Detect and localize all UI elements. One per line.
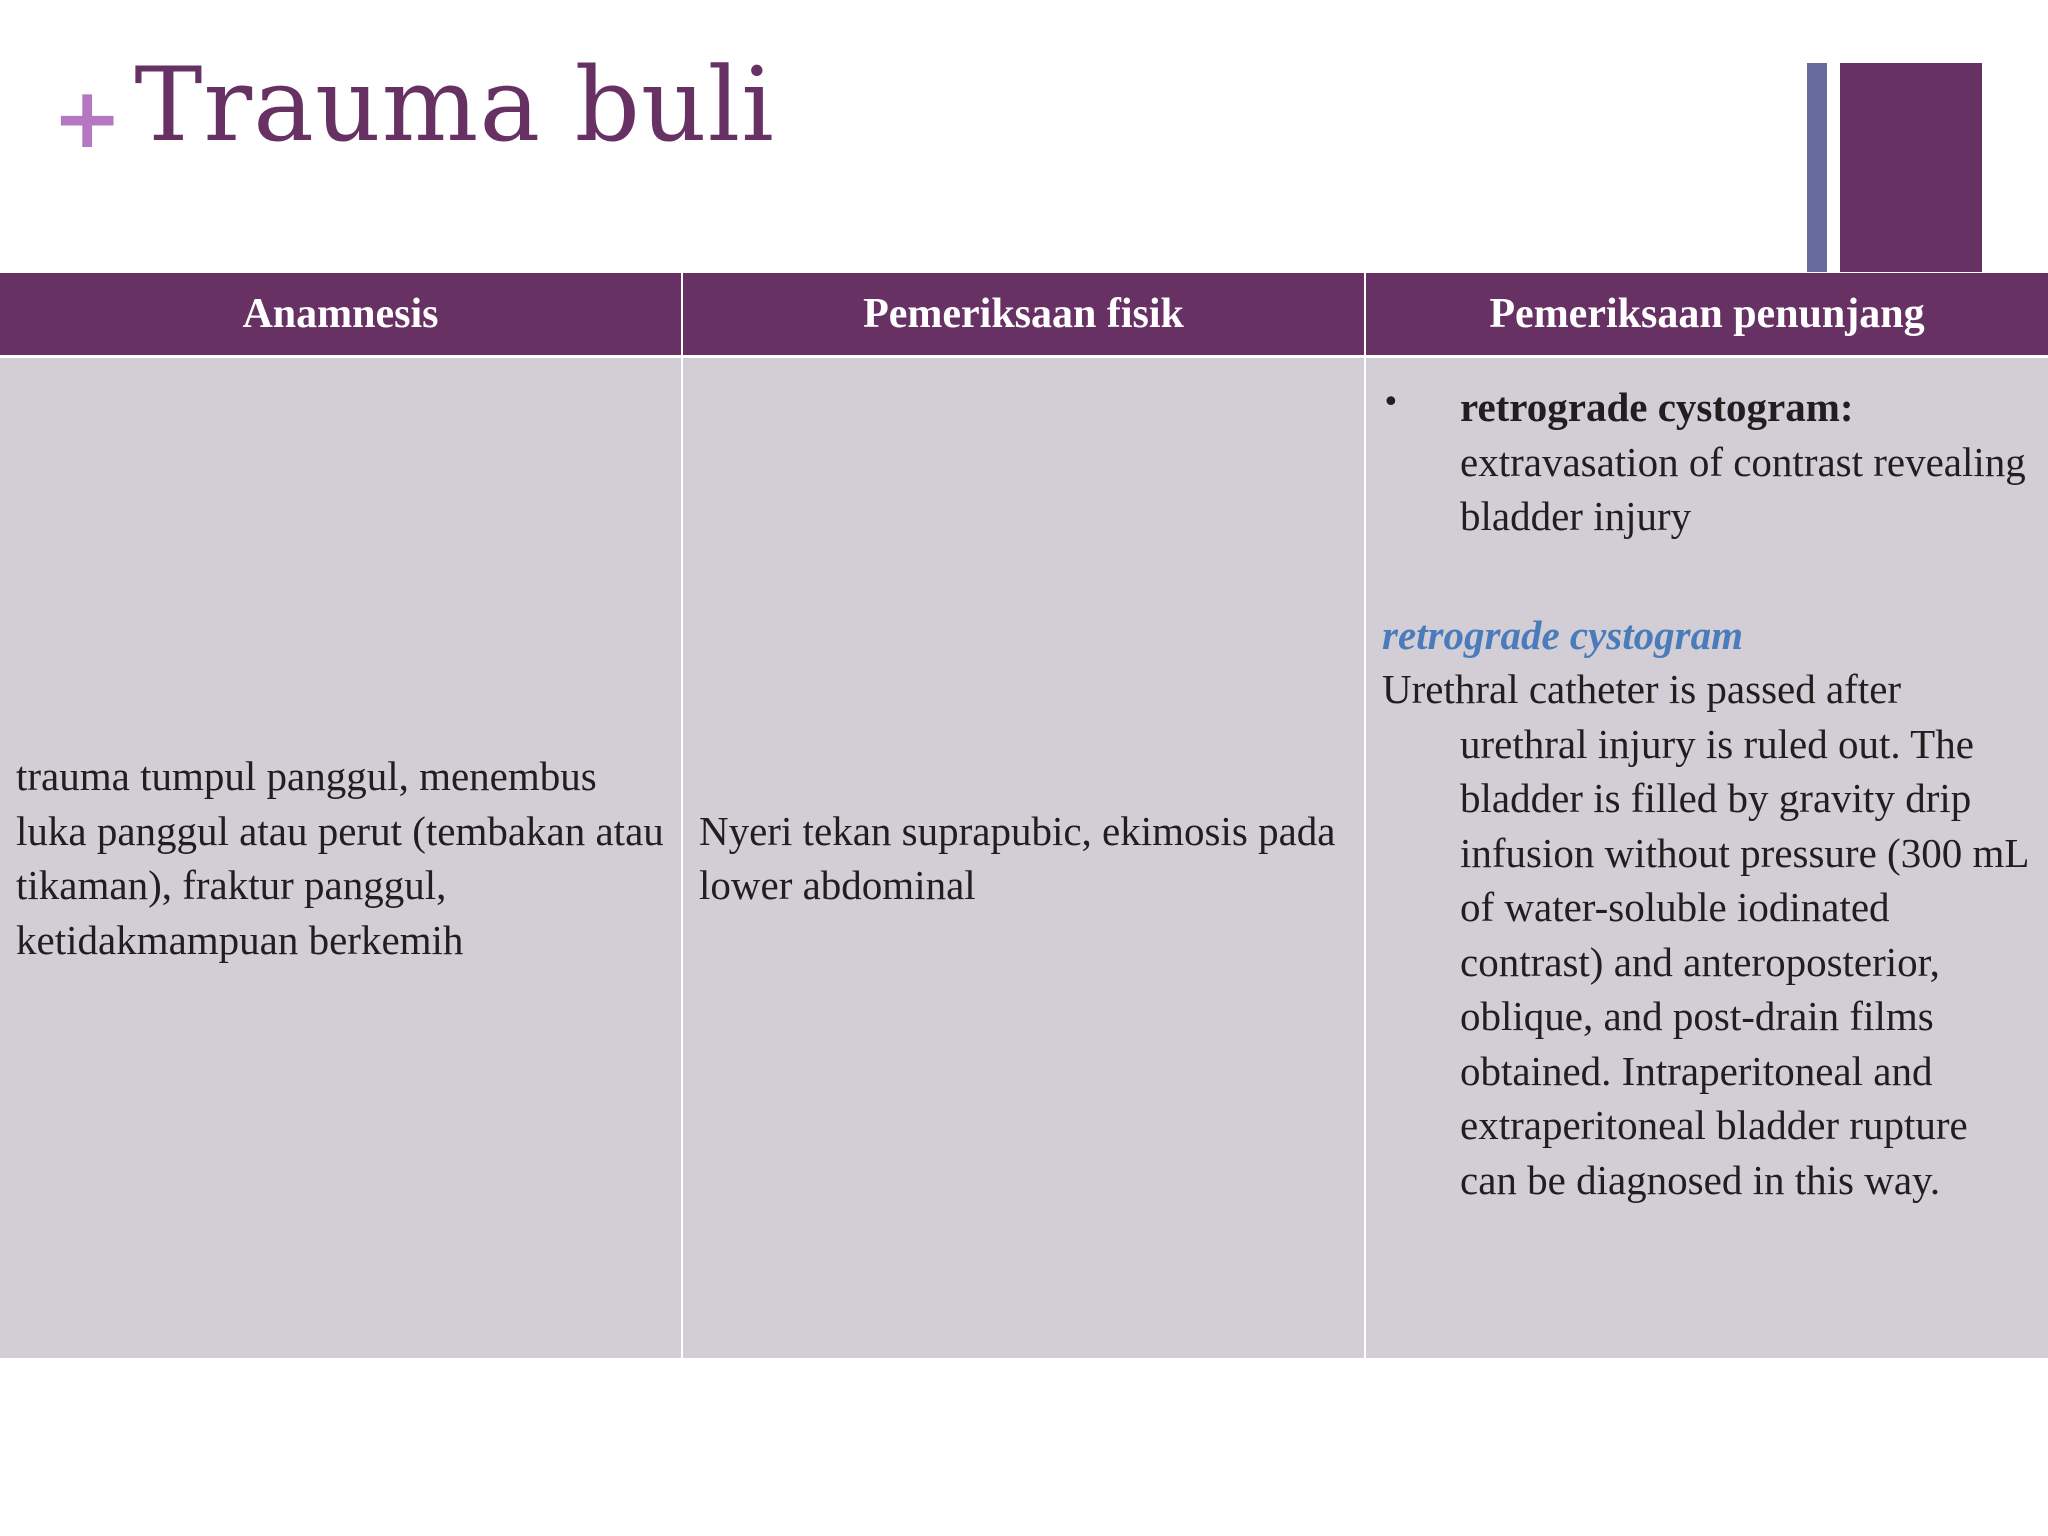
decorative-bar-thin	[1807, 63, 1827, 272]
list-item	[1382, 380, 2028, 544]
header-pemeriksaan-fisik: Pemeriksaan fisik	[682, 273, 1365, 357]
slide-title-area	[52, 40, 775, 180]
sub-heading: retrograde cystogram	[1382, 611, 1743, 658]
bullet-icon: •	[1382, 385, 1400, 420]
table-row	[0, 357, 2048, 1359]
header-pemeriksaan-penunjang: Pemeriksaan penunjang	[1365, 273, 2048, 357]
header-anamnesis: Anamnesis	[0, 273, 682, 357]
plus-icon: +	[52, 69, 123, 167]
table-header-row	[0, 273, 2048, 357]
decorative-bar-block	[1840, 63, 1982, 272]
cell-anamnesis: trauma tumpul panggul, menembus luka panggul atau perut (tembakan atau tikaman), fraktur panggul, ketidakmampuan berkemih	[0, 357, 682, 1359]
bullet-text: extravasation of contrast revealing bladder injury	[1460, 438, 2026, 539]
slide-title: Trauma buli	[134, 46, 775, 165]
cell-pemeriksaan-penunjang	[1365, 357, 2048, 1359]
description-paragraph: Urethral catheter is passed after urethral injury is ruled out. The bladder is filled by gravity drip infusion without pressure (300 mL of water-soluble iodinated contrast) and anteroposterior, oblique, and post-drain films obtained. Intraperitoneal and extraperitoneal bladder rupture can be diagnosed in this way.	[1382, 666, 2028, 1203]
bullet-heading: retrograde cystogram:	[1460, 384, 1854, 430]
cell-pemeriksaan-fisik: Nyeri tekan suprapubic, ekimosis pada lower abdominal	[682, 357, 1365, 1359]
diagnosis-table	[0, 273, 2048, 1358]
